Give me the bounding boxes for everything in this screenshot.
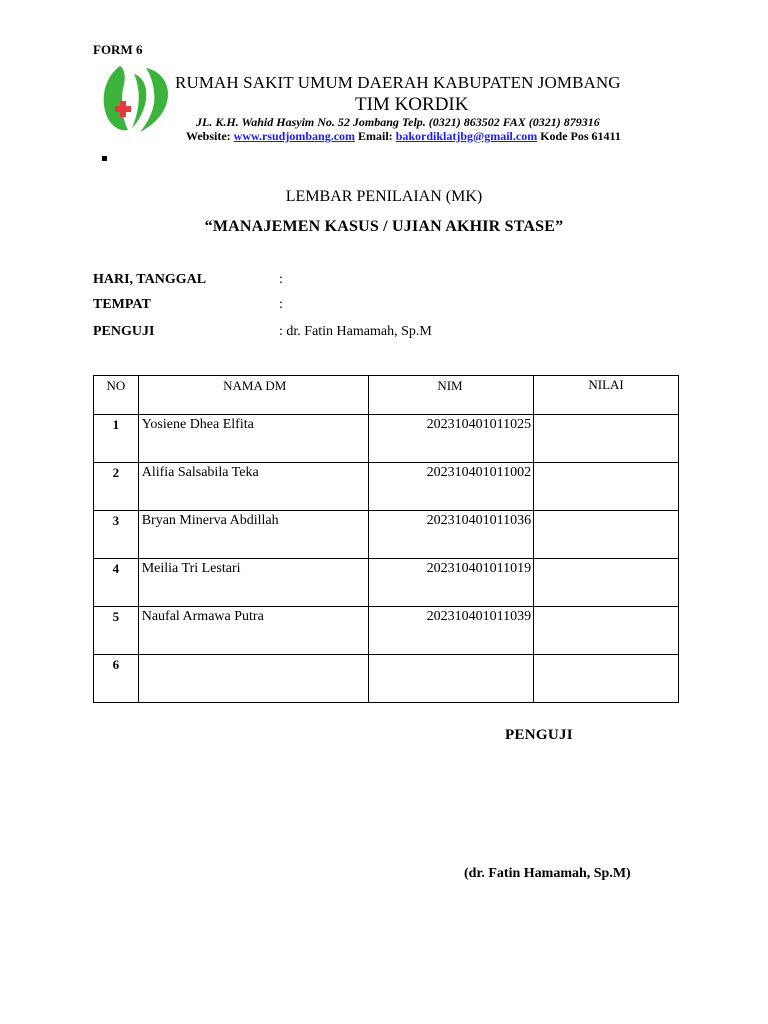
row-no: 4 [94, 559, 139, 607]
hospital-address: JL. K.H. Wahid Hasyim No. 52 Jombang Telp. (0321) 863502 FAX (0321) 879316 [196, 115, 600, 129]
column-header-no: NO [94, 376, 139, 415]
email-link[interactable]: bakordiklatjbg@gmail.com [395, 129, 538, 143]
row-name: Yosiene Dhea Elfita [138, 415, 368, 463]
table-row [94, 607, 679, 655]
day-date-value: : [279, 272, 283, 287]
place-value: : [279, 297, 283, 312]
row-name: Alifia Salsabila Teka [138, 463, 368, 511]
row-name: Bryan Minerva Abdillah [138, 511, 368, 559]
row-nim: 202310401011002 [368, 463, 533, 511]
row-name[interactable] [138, 655, 368, 703]
row-no: 5 [94, 607, 139, 655]
table-row [94, 511, 679, 559]
form-label: FORM 6 [93, 42, 143, 57]
row-nim[interactable] [368, 655, 533, 703]
row-nim: 202310401011025 [368, 415, 533, 463]
column-header-nim: NIM [368, 376, 533, 415]
table-row [94, 655, 679, 703]
column-header-name: NAMA DM [138, 376, 368, 415]
day-date-label: HARI, TANGGAL [93, 272, 207, 287]
website-link[interactable]: www.rsudjombang.com [233, 129, 356, 143]
table-row [94, 415, 679, 463]
place-label: TEMPAT [93, 297, 151, 312]
document-title: LEMBAR PENILAIAN (MK) [285, 188, 483, 205]
table-header-row [94, 376, 679, 415]
hospital-name: RUMAH SAKIT UMUM DAERAH KABUPATEN JOMBANG [175, 73, 621, 92]
row-name: Meilia Tri Lestari [138, 559, 368, 607]
signature-name: (dr. Fatin Hamamah, Sp.M) [464, 866, 631, 881]
row-nilai-cell[interactable] [534, 607, 679, 655]
email-label: Email: [358, 129, 393, 143]
grade-table [93, 375, 679, 703]
row-nilai-cell[interactable] [534, 415, 679, 463]
examiner-value: : dr. Fatin Hamamah, Sp.M [279, 324, 432, 339]
row-nim: 202310401011019 [368, 559, 533, 607]
document-subtitle: “MANAJEMEN KASUS / UJIAN AKHIR STASE” [204, 218, 564, 235]
row-nilai-cell[interactable] [534, 655, 679, 703]
row-nilai-cell[interactable] [534, 559, 679, 607]
hospital-logo-icon [98, 60, 174, 136]
contact-line [186, 129, 621, 144]
table-row [94, 463, 679, 511]
examiner-label: PENGUJI [93, 324, 155, 339]
row-name: Naufal Armawa Putra [138, 607, 368, 655]
row-no: 1 [94, 415, 139, 463]
row-nilai-cell[interactable] [534, 463, 679, 511]
row-no: 3 [94, 511, 139, 559]
website-label: Website: [186, 129, 231, 143]
team-name: TIM KORDIK [355, 94, 469, 115]
bullet-mark [102, 156, 107, 161]
signature-title: PENGUJI [505, 727, 573, 743]
row-nim: 202310401011039 [368, 607, 533, 655]
postal-code: Kode Pos 61411 [540, 129, 621, 143]
column-header-nilai: NILAI [534, 376, 679, 415]
row-nim: 202310401011036 [368, 511, 533, 559]
row-nilai-cell[interactable] [534, 511, 679, 559]
row-no: 2 [94, 463, 139, 511]
table-row [94, 559, 679, 607]
row-no: 6 [94, 655, 139, 703]
